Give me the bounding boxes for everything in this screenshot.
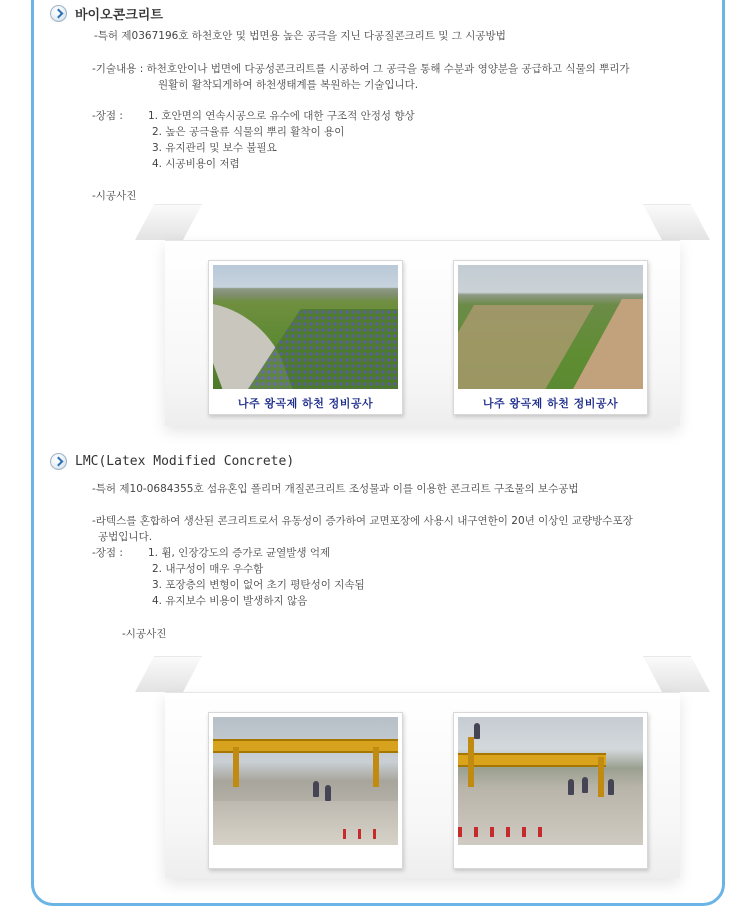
chevron-right-circle-icon — [50, 5, 67, 22]
section-title: LMC(Latex Modified Concrete) — [75, 454, 295, 469]
construction-photo — [213, 717, 398, 845]
photo-card — [453, 260, 648, 415]
section-header-lmc — [50, 453, 294, 470]
construction-photo — [213, 265, 398, 389]
patent-text: -특허 제0367196호 하천호안 및 법면용 높은 공극을 지닌 다공질콘크리트 및 그 시공방법 — [94, 30, 506, 42]
patent-text: -특허 제10-0684355호 섬유혼입 폴리머 개질콘크리트 조성물과 이를 이용한 콘크리트 구조물의 보수공법 — [92, 483, 579, 495]
photo-label: -시공사진 — [122, 628, 167, 640]
merit-item: 2. 내구성이 매우 우수함 — [152, 563, 264, 575]
merits-label: -장점 : — [92, 110, 123, 122]
photo-card — [208, 712, 403, 869]
merit-item: 2. 높은 공극율류 식물의 뿌리 활착이 용이 — [152, 126, 345, 138]
merit-item: 3. 유지관리 및 보수 불필요 — [152, 142, 277, 154]
photo-card — [208, 260, 403, 415]
construction-photo — [458, 265, 643, 389]
description-line2: 공법입니다. — [98, 531, 153, 543]
merit-item: 3. 포장층의 변형이 없어 초기 평탄성이 지속됨 — [152, 579, 365, 591]
merit-item: 1. 휨, 인장강도의 증가로 균열발생 억제 — [148, 547, 331, 559]
merit-item: 1. 호안면의 연속시공으로 유수에 대한 구조적 안정성 향상 — [148, 110, 415, 122]
photo-caption: 나주 왕곡제 하천 정비공사 — [237, 397, 374, 410]
merit-item: 4. 유지보수 비용이 발생하지 않음 — [152, 595, 308, 607]
photo-card — [453, 712, 648, 869]
section-title: 바이오콘크리트 — [75, 8, 163, 23]
tech-description-line1: -기술내용 : 하천호안이나 법면에 다공성콘크리트를 시공하여 그 공극을 통해 수분과 영양분을 공급하고 식물의 뿌리가 — [92, 63, 630, 75]
merit-item: 4. 시공비용이 저렴 — [152, 158, 240, 170]
section-header-bio-concrete — [50, 4, 163, 23]
photo-label: -시공사진 — [92, 190, 137, 202]
description-line1: -라텍스를 혼합하여 생산된 콘크리트로서 유동성이 증가하여 교면포장에 사용시 내구연한이 20년 이상인 교량방수포장 — [92, 515, 633, 527]
chevron-right-circle-icon — [50, 453, 67, 470]
photo-caption: 나주 왕곡제 하천 정비공사 — [482, 397, 619, 410]
merits-label: -장점 : — [92, 547, 123, 559]
tech-description-line2: 원활히 활착되게하여 하천생태계를 복원하는 기술입니다. — [158, 79, 419, 91]
construction-photo — [458, 717, 643, 845]
